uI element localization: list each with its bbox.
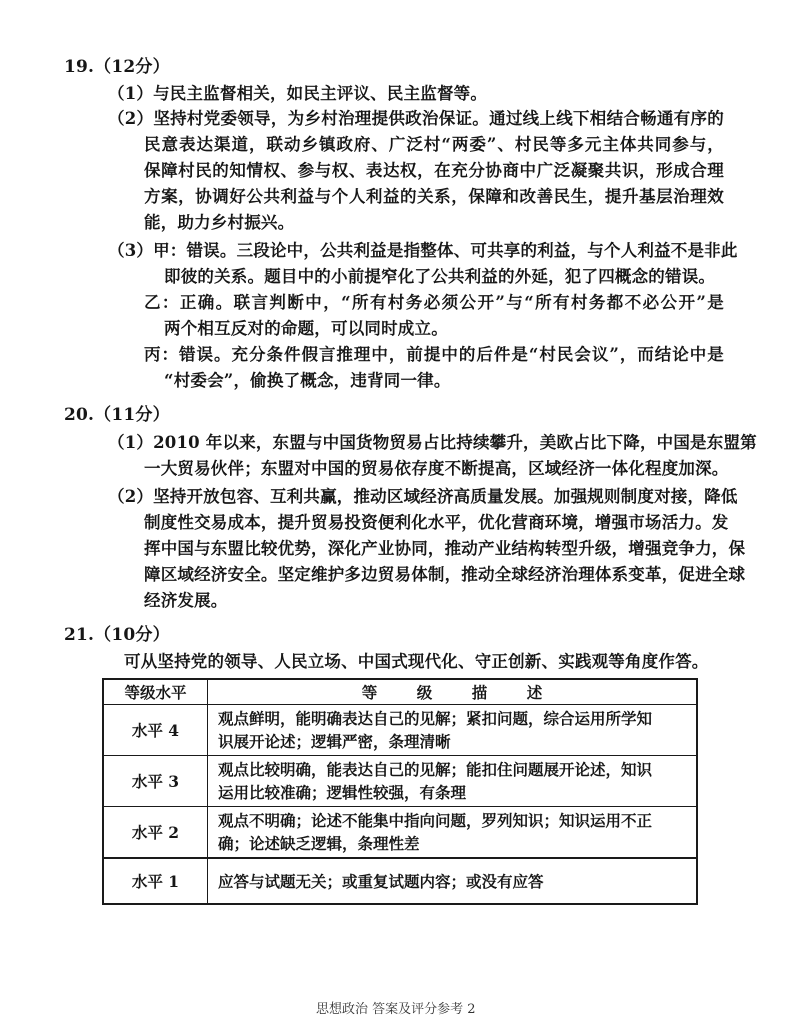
level-cell: 水平 4 (103, 705, 208, 756)
description-line: 确；论述缺乏逻辑，条理性差 (218, 834, 420, 853)
q20-answer-2-line-4: 障区域经济安全。坚定维护多边贸易体制，推动全球经济治理体系变革，促进全球 (144, 565, 746, 584)
question-19-header: 19.（12分） (64, 57, 170, 77)
description-cell (208, 756, 698, 807)
description-cell (208, 807, 698, 859)
q19-answer-3-line-5: 丙：错误。充分条件假言推理中，前提中的后件是“村民会议”，而结论中是 (144, 345, 724, 364)
q20-answer-2-line-5: 经济发展。 (144, 591, 228, 610)
q20-answer-1-line-1: （1）2010 年以来，东盟与中国货物贸易占比持续攀升，美欧占比下降，中国是东盟第 (108, 433, 757, 452)
table-row (103, 807, 697, 859)
q20-answer-2-line-1: （2）坚持开放包容、互利共赢，推动区域经济高质量发展。加强规则制度对接，降低 (108, 487, 738, 506)
q19-answer-3-line-1: （3）甲：错误。三段论中，公共利益是指整体、可共享的利益，与个人利益不是非此 (108, 241, 738, 260)
description-cell (208, 858, 698, 904)
description-line: 识展开论述；逻辑严密，条理清晰 (218, 732, 451, 751)
q19-answer-3-line-2: 即彼的关系。题目中的小前提窄化了公共利益的外延，犯了四概念的错误。 (164, 267, 716, 286)
q19-answer-3-line-4: 两个相互反对的命题，可以同时成立。 (164, 319, 448, 338)
description-cell (208, 705, 698, 756)
q20-answer-1-line-2: 一大贸易伙伴；东盟对中国的贸易依存度不断提高，区域经济一体化程度加深。 (144, 459, 729, 478)
question-20-header: 20.（11分） (64, 405, 170, 425)
level-cell: 水平 1 (103, 858, 208, 904)
table-row (103, 705, 697, 756)
description-line: 应答与试题无关；或重复试题内容；或没有应答 (218, 871, 544, 891)
q21-intro: 可从坚持党的领导、人民立场、中国式现代化、守正创新、实践观等角度作答。 (124, 652, 709, 671)
q19-answer-2-line-1: （2）坚持村党委领导，为乡村治理提供政治保证。通过线上线下相结合畅通有序的 (108, 109, 724, 128)
grading-table-header-row (103, 679, 697, 705)
level-cell: 水平 2 (103, 807, 208, 859)
table-row (103, 756, 697, 807)
q19-answer-2-line-4: 方案，协调好公共利益与个人利益的关系，保障和改善民生，提升基层治理效 (144, 187, 724, 206)
description-line: 运用比较准确；逻辑性较强，有条理 (218, 783, 467, 802)
q20-answer-2-line-2: 制度性交易成本，提升贸易投资便利化水平，优化营商环境，增强市场活力。发 (144, 513, 729, 532)
q19-answer-1: （1）与民主监督相关，如民主评议、民主监督等。 (108, 84, 488, 103)
table-row (103, 858, 697, 904)
q19-answer-2-line-5: 能，助力乡村振兴。 (144, 213, 295, 232)
q19-answer-3-line-3: 乙：正确。联言判断中，“所有村务必须公开”与“所有村务都不必公开”是 (144, 293, 724, 312)
q19-answer-2-line-3: 保障村民的知情权、参与权、表达权，在充分协商中广泛凝聚共识，形成合理 (144, 161, 724, 180)
column-header-description-text: 等 级 描 述 (361, 682, 560, 702)
grading-table (102, 678, 698, 905)
level-cell: 水平 3 (103, 756, 208, 807)
description-line: 观点比较明确，能表达自己的见解；能扣住问题展开论述，知识 (218, 760, 653, 779)
q19-answer-3-line-6: “村委会”，偷换了概念，违背同一律。 (164, 371, 451, 390)
description-line: 观点不明确；论述不能集中指向问题，罗列知识；知识运用不正 (218, 811, 653, 830)
q20-answer-2-line-3: 挥中国与东盟比较优势，深化产业协同，推动产业结构转型升级，增强竞争力，保 (144, 539, 746, 558)
question-21-header: 21.（10分） (64, 625, 170, 645)
page-footer: 思想政治 答案及评分参考 2 (316, 1002, 476, 1017)
column-header-level: 等级水平 (103, 679, 208, 705)
description-line: 观点鲜明，能明确表达自己的见解；紧扣问题，综合运用所学知 (218, 709, 653, 728)
q19-answer-2-line-2: 民意表达渠道，联动乡镇政府、广泛村“两委”、村民等多元主体共同参与， (144, 135, 724, 154)
column-header-description (208, 679, 698, 705)
